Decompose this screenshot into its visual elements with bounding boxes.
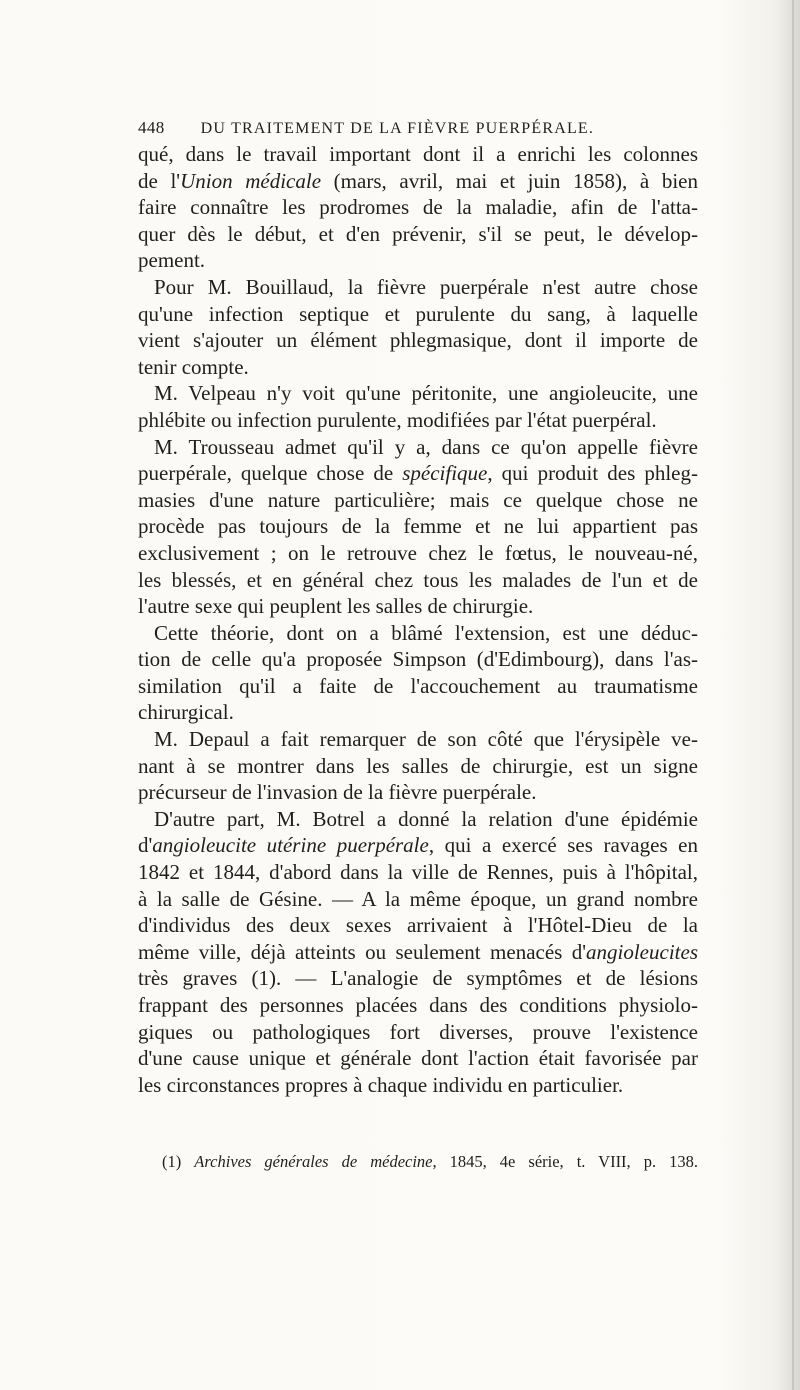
text-line: D'autre part, M. Botrel a donné la relation d'une épidémie xyxy=(154,806,698,831)
text-line: pement. xyxy=(138,248,206,273)
text-line: nant à se montrer dans les salles de chirurgie, est un signe xyxy=(138,753,698,778)
text-line: qué, dans le travail important dont il a enrichi les colonnes xyxy=(138,142,698,166)
text-line: similation qu'il a faite de l'accouchement au traumatisme xyxy=(138,673,698,698)
page-number: 448 xyxy=(138,118,165,137)
text-line: phlébite ou infection purulente, modifiées par l'état puerpéral. xyxy=(138,407,657,432)
text-line: d'une cause unique et générale dont l'action était favorisée par xyxy=(138,1046,698,1071)
page-edge xyxy=(792,0,794,1390)
chapter-title: DU TRAITEMENT DE LA FIÈVRE PUERPÉRALE. xyxy=(200,120,595,137)
text-line: giques ou pathologiques fort diverses, prouve l'existence xyxy=(138,1019,698,1044)
text-line: M. Velpeau n'y voit qu'une péritonite, une angioleucite, une xyxy=(154,381,698,406)
text-line: à la salle de Gésine. — A la même époque, un grand nombre xyxy=(138,886,698,911)
running-head xyxy=(138,118,698,138)
footnote: (1) Archives générales de médecine, 1845, 4e série, t. VIII, p. 138. xyxy=(162,1152,698,1171)
text-line: chirurgical. xyxy=(138,700,234,725)
text-line: procède pas toujours de la femme et ne lui appartient pas xyxy=(138,514,698,539)
text-line: tion de celle qu'a proposée Simpson (d'Edimbourg), dans l'as- xyxy=(138,647,698,672)
text-line: Pour M. Bouillaud, la fièvre puerpérale n'est autre chose xyxy=(154,274,698,299)
text-line: les blessés, et en général chez tous les malades de l'un et de xyxy=(138,567,698,592)
text-line: M. Depaul a fait remarquer de son côté que l'érysipèle ve- xyxy=(154,727,698,752)
text-line: qu'une infection septique et purulente du sang, à laquelle xyxy=(138,301,698,326)
text-line: d'individus des deux sexes arrivaient à l'Hôtel-Dieu de la xyxy=(138,913,698,938)
text-line: très graves (1). — L'analogie de symptômes et de lésions xyxy=(138,966,698,991)
text-line: Cette théorie, dont on a blâmé l'extension, est une déduc- xyxy=(154,620,698,645)
text-line: même ville, déjà atteints ou seulement menacés d'angioleucites xyxy=(138,939,698,964)
text-line: 1842 et 1844, d'abord dans la ville de Rennes, puis à l'hôpital, xyxy=(138,860,698,885)
text-line: puerpérale, quelque chose de spécifique, qui produit des phleg- xyxy=(138,461,698,486)
text-line: M. Trousseau admet qu'il y a, dans ce qu'on appelle fièvre xyxy=(154,434,698,459)
text-line: masies d'une nature particulière; mais ce quelque chose ne xyxy=(138,487,698,512)
text-line: exclusivement ; on le retrouve chez le fœtus, le nouveau-né, xyxy=(138,540,698,565)
text-line: faire connaître les prodromes de la maladie, afin de l'atta- xyxy=(138,195,698,220)
text-line: vient s'ajouter un élément phlegmasique, dont il importe de xyxy=(138,328,698,353)
text-line: précurseur de l'invasion de la fièvre puerpérale. xyxy=(138,780,537,805)
body-text xyxy=(138,141,698,1098)
text-line: quer dès le début, et d'en prévenir, s'il se peut, le dévelop- xyxy=(138,221,698,246)
text-line: frappant des personnes placées dans des conditions physiolo- xyxy=(138,993,698,1017)
text-line: l'autre sexe qui peuplent les salles de chirurgie. xyxy=(138,594,534,619)
text-line: les circonstances propres à chaque individu en particulier. xyxy=(138,1072,624,1097)
text-line: de l'Union médicale (mars, avril, mai et juin 1858), à bien xyxy=(138,168,698,193)
text-line: d'angioleucite utérine puerpérale, qui a exercé ses ravages en xyxy=(138,833,698,858)
text-line: tenir compte. xyxy=(138,354,249,379)
